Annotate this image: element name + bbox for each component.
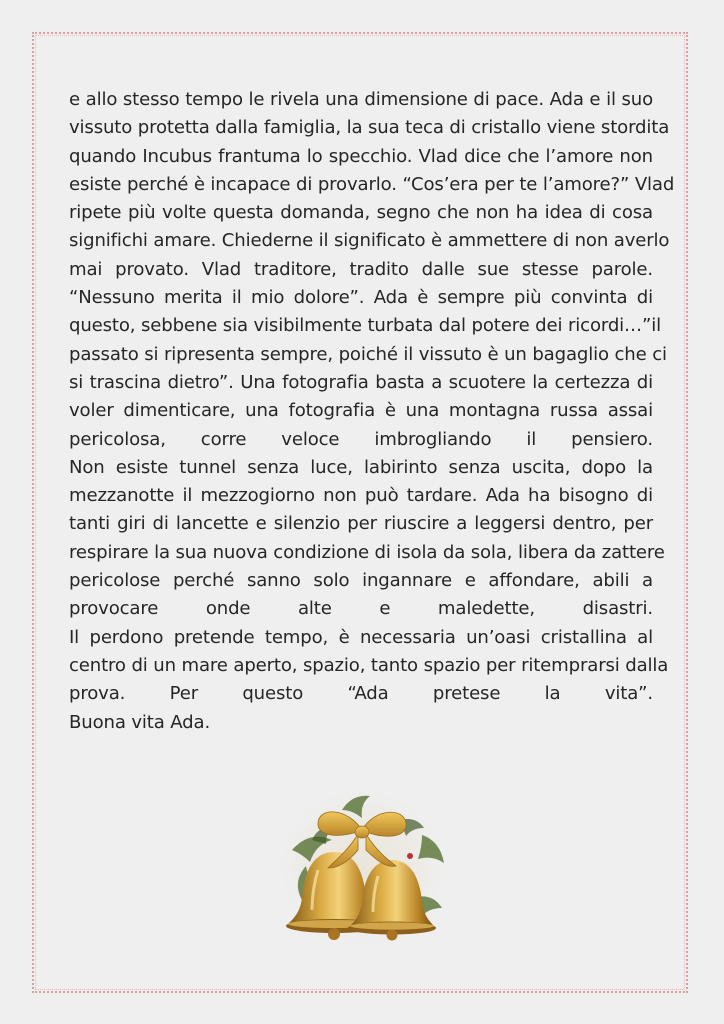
text-line: Buona vita Ada. bbox=[69, 711, 211, 733]
text-line: Il perdono pretende tempo, è necessaria un’oasi cristallina al bbox=[69, 626, 653, 648]
text-line: respirare la sua nuova condizione di isola da sola, libera da zattere bbox=[69, 541, 665, 563]
text-line: voler dimenticare, una fotografia è una montagna russa assai bbox=[69, 400, 653, 422]
text-line: pericolose perché sanno solo ingannare e affondare, abili a bbox=[69, 570, 653, 592]
text-line: Non esiste tunnel senza luce, labirinto senza uscita, dopo la bbox=[69, 456, 653, 478]
text-line: tanti giri di lancette e silenzio per riuscire a leggersi dentro, per bbox=[69, 513, 653, 535]
text-line: significhi amare. Chiederne il significato è ammettere di non averlo bbox=[69, 230, 670, 252]
text-line: e allo stesso tempo le rivela una dimensione di pace. Ada e il suo bbox=[69, 89, 653, 110]
text-line: si trascina dietro”. Una fotografia basta a scuotere la certezza di bbox=[69, 371, 653, 393]
text-line: esiste perché è incapace di provarlo. “Cos’era per te l’amore?” Vlad bbox=[69, 173, 675, 195]
text-line: mai provato. Vlad traditore, tradito dalle sue stesse parole. bbox=[69, 258, 653, 280]
text-line: “Nessuno merita il mio dolore”. Ada è sempre più convinta di bbox=[69, 287, 653, 309]
text-line: vissuto protetta dalla famiglia, la sua teca di cristallo viene stordita bbox=[69, 117, 670, 139]
text-line: questo, sebbene sia visibilmente turbata dal potere dei ricordi…”il bbox=[69, 315, 661, 337]
text-line: passato si ripresenta sempre, poiché il vissuto è un bagaglio che ci bbox=[69, 343, 667, 365]
text-line: centro di un mare aperto, spazio, tanto spazio per ritemprarsi dalla bbox=[69, 654, 669, 676]
text-line: mezzanotte il mezzogiorno non può tardare. Ada ha bisogno di bbox=[69, 485, 653, 507]
text-line: quando Incubus frantuma lo specchio. Vlad dice che l’amore non bbox=[69, 145, 653, 167]
text-line: provocare onde alte e maledette, disastri. bbox=[69, 598, 653, 620]
text-line: pericolosa, corre veloce imbrogliando il pensiero. bbox=[69, 428, 653, 450]
text-line: prova. Per questo “Ada pretese la vita”. bbox=[69, 683, 653, 705]
text-line: ripete più volte questa domanda, segno che non ha idea di cosa bbox=[69, 202, 653, 224]
body-text bbox=[69, 86, 675, 737]
christmas-bells-icon bbox=[272, 780, 452, 955]
